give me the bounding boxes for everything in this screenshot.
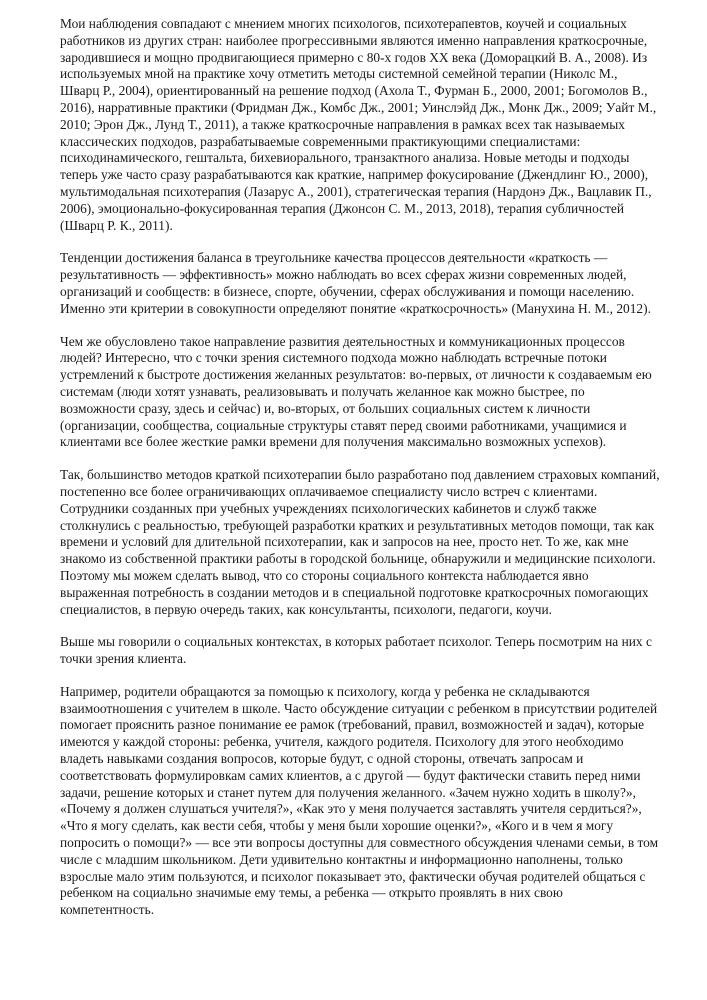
paragraph-client-perspective: Выше мы говорили о социальных контекстах, в которых работает психолог. Теперь посмотрим на них с точки зрения клиента.: [60, 634, 652, 667]
paragraph-quality-triangle: Тенденции достижения баланса в треугольнике качества процессов деятельности «краткость — результативность — эффективность» можно наблюдать во всех сферах жизни современных людей, организаций и сообществ: в бизнесе, спорте, обучении, сферах обслуживания и помощи населению. Именно эти критерии в совокупности определяют понятие «краткосрочность» (Манухина Н. М., 2012).: [60, 250, 651, 316]
paragraph-insurance-pressure: Так, большинство методов краткой психотерапии было разработано под давлением страховых компаний, постепенно все более ограничивающих оплачиваемое специалисту число встреч с клиентами. Сотрудники созданных при учебных учреждениях психологических кабинетов и служб также столкнулись с реальностью, требующей разработки кратких и результативных методов помощи, так как времени и условий для длительной психотерапии, как и запросов на нее, просто нет. То же, как мне знакомо из собственной практики работы в городской больнице, обнаружили и медицинские психологи. Поэтому мы можем сделать вывод, что со стороны социального контекста наблюдается явно выраженная потребность в создании методов и в специальной подготовке краткосрочных помогающих специалистов, в первую очередь таких, как консультанты, психологи, педагоги, коучи.: [60, 467, 660, 617]
paragraph-systemic-methods: Мои наблюдения совпадают с мнением многих психологов, психотерапевтов, коучей и социальных работников из других стран: наиболее прогрессивными являются именно направления краткосрочные, зародившиеся и мощно продвигающиеся примерно с 80-х годов XX века (Доморацкий В. А., 2008). Из используемых мной на практике хочу отметить методы системной семейной терапии (Николс М., Шварц Р., 2004), ориентированный на решение подход (Ахола Т., Фурман Б., 2000, 2001; Богомолов В., 2016), нарративные практики (Фридман Дж., Комбс Дж., 2001; Уинслэйд Дж., Монк Дж., 2009; Уайт М., 2010; Эрон Дж., Лунд Т., 2011), а также краткосрочные направления в рамках всех так называемых классических подходов, разрабатываемые современными практикующими специалистами: психодинамического, гештальта, бихевиорального, транзактного анализа. Новые методы и подходы теперь уже часто сразу разрабатываются как краткие, например фокусирование (Джендлинг Ю., 2000), мультимодальная психотерапия (Лазарус А., 2001), стратегическая терапия (Нардонэ Дж., Вацлавик П., 2006), эмоционально-фокусированная терапия (Джонсон С. М., 2013, 2018), терапия субличностей (Шварц Р. К., 2011).: [60, 16, 657, 233]
document-page: [60, 16, 660, 935]
paragraph-counter-flows: Чем же обусловлено такое направление развития деятельностных и коммуникационных процессов людей? Интересно, что с точки зрения системного подхода можно наблюдать встречные потоки устремлений к быстроте достижения желанных результатов: во-первых, от личности к создаваемым ею системам (люди хотят узнавать, реализовывать и получать желанное как можно быстрее, по возможности сразу, здесь и сейчас) и, во-вторых, от больших социальных систем к личности (организации, сообщества, социальные структуры ставят перед своими работниками, учащимися и клиентами все более жесткие рамки времени для получения максимально возможных успехов).: [60, 333, 652, 450]
paragraph-school-example: Например, родители обращаются за помощью к психологу, когда у ребенка не складываются взаимоотношения с учителем в школе. Часто обсуждение ситуации с ребенком в присутствии родителей помогает прояснить разное понимание ее рамок (требований, правил, возможностей и задач), которые имеются у каждой стороны: ребенка, учителя, каждого родителя. Психологу для этого необходимо владеть навыками создания вопросов, которые будут, с одной стороны, отвечать запросам и соответствовать формулировкам самих клиентов, а с другой — будут фактически ставить перед ними задачи, решение которых и станет путем для получения желанного. «Зачем нужно ходить в школу?», «Почему я должен слушаться учителя?», «Как это у меня получается заставлять учителя сердиться?», «Что я могу сделать, как вести себя, чтобы у меня были хорошие оценки?», «Кого и в чем я могу попросить о помощи?» — все эти вопросы доступны для совместного обсуждения членами семьи, в том числе с младшим школьником. Дети удивительно контактны и информационно наполнены, только взрослые мало этим пользуются, и психолог показывает это, фактически обучая родителей общаться с ребенком на социально значимые ему темы, а ребенка — открыто проявлять в них свою компетентность.: [60, 683, 659, 918]
